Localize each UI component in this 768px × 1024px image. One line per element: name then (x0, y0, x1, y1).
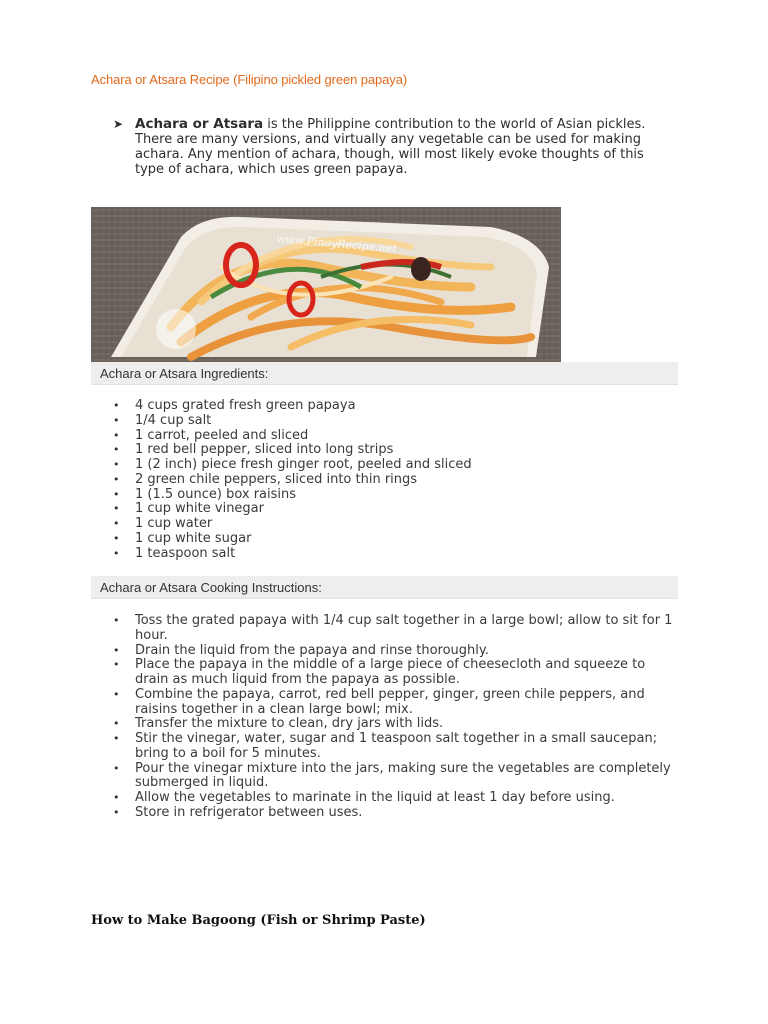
intro-body: is the Philippine contribution to the world of Asian pickles. There are many versions, and virtually any vegetable can be used for making achara. Any mention of achara, though, will most likely evoke thoughts of this type of achara, which uses green papaya. (135, 117, 646, 177)
bagoong-heading: How to Make Bagoong (Fish or Shrimp Paste) (91, 913, 426, 928)
photo-watermark: www.PinoyRecipe.net (275, 232, 398, 256)
list-item: • 1 (1.5 ounce) box raisins (113, 488, 633, 503)
list-item: • Transfer the mixture to clean, dry jars with lids. (113, 717, 678, 732)
instructions-heading-bar (91, 576, 678, 599)
list-item: • Store in refrigerator between uses. (113, 806, 678, 821)
list-item: • Allow the vegetables to marinate in the liquid at least 1 day before using. (113, 791, 678, 806)
raisin-cluster (411, 257, 431, 281)
list-item: • 2 green chile peppers, sliced into thin rings (113, 473, 633, 488)
watermark-logo-icon (156, 309, 196, 349)
instructions-list (113, 614, 678, 821)
list-item: • Drain the liquid from the papaya and rinse thoroughly. (113, 644, 678, 659)
list-item: • Place the papaya in the middle of a large piece of cheesecloth and squeeze to drain as much liquid from the papaya as possible. (113, 658, 678, 688)
list-item: • 1 cup water (113, 517, 633, 532)
list-item: • Combine the papaya, carrot, red bell pepper, ginger, green chile peppers, and raisins together in a clean large bowl; mix. (113, 688, 678, 718)
ingredients-heading-bar (91, 362, 678, 385)
list-item: • 1 (2 inch) piece fresh ginger root, peeled and sliced (113, 458, 633, 473)
list-item: • 4 cups grated fresh green papaya (113, 399, 633, 414)
list-item: • Toss the grated papaya with 1/4 cup salt together in a large bowl; allow to sit for 1 hour. (113, 614, 678, 644)
list-item: • 1 teaspoon salt (113, 547, 633, 562)
ingredients-list (113, 399, 633, 561)
intro-text (135, 117, 665, 177)
intro-paragraph (113, 117, 673, 177)
achara-dish-illustration (91, 207, 561, 362)
list-item: • 1 cup white vinegar (113, 502, 633, 517)
list-item: • Pour the vinegar mixture into the jars, making sure the vegetables are completely submerged in liquid. (113, 762, 678, 792)
list-item: • Stir the vinegar, water, sugar and 1 teaspoon salt together in a small saucepan; bring to a boil for 5 minutes. (113, 732, 678, 762)
ingredients-heading: Achara or Atsara Ingredients: (100, 366, 269, 381)
page-title: Achara or Atsara Recipe (Filipino pickled green papaya) (91, 72, 408, 87)
instructions-heading: Achara or Atsara Cooking Instructions: (100, 580, 322, 595)
list-item: • 1 carrot, peeled and sliced (113, 429, 633, 444)
achara-photo (91, 207, 561, 362)
list-item: • 1/4 cup salt (113, 414, 633, 429)
list-item: • 1 red bell pepper, sliced into long strips (113, 443, 633, 458)
arrow-bullet-icon: ➤ (113, 117, 124, 131)
list-item: • 1 cup white sugar (113, 532, 633, 547)
intro-bold-term: Achara or Atsara (135, 116, 264, 132)
